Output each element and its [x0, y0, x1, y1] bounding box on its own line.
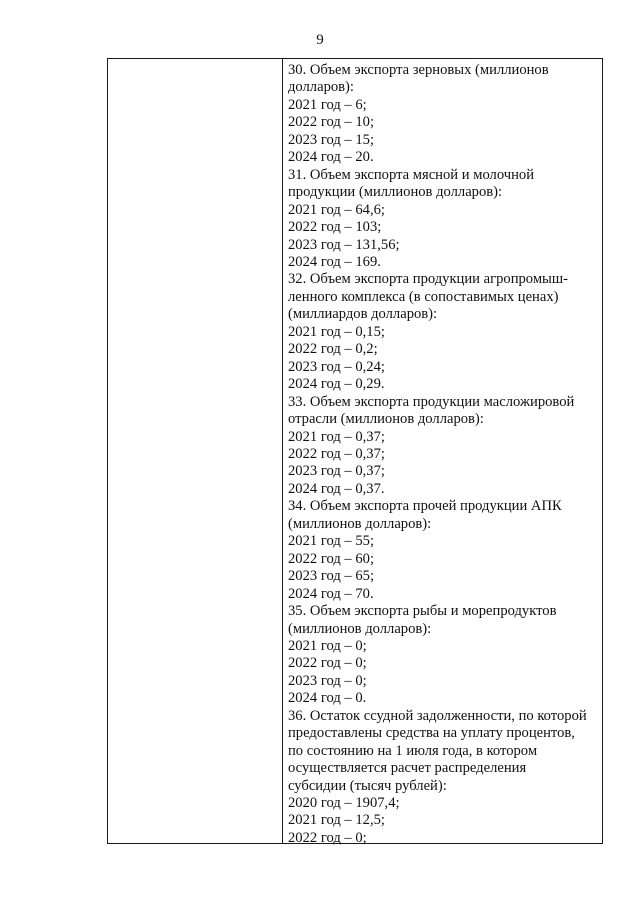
- text-line: 2022 год – 103;: [288, 219, 382, 236]
- text-line: 2023 год – 131,56;: [288, 236, 400, 253]
- text-line: ленного комплекса (в сопоставимых ценах): [288, 288, 559, 305]
- text-line: 35. Объем экспорта рыбы и морепродуктов: [288, 603, 557, 620]
- text-line: 2021 год – 0,15;: [288, 323, 385, 340]
- text-line: предоставлены средства на уплату процентов,: [288, 725, 575, 742]
- text-line: 2022 год – 10;: [288, 114, 375, 131]
- text-line: 2020 год – 1907,4;: [288, 795, 400, 812]
- text-line: 2024 год – 0.: [288, 690, 367, 707]
- table-left-column: [108, 59, 283, 843]
- text-line: (миллиардов долларов):: [288, 306, 438, 323]
- text-line: (миллионов долларов):: [288, 515, 432, 532]
- text-line: 33. Объем экспорта продукции масложировой: [288, 393, 575, 410]
- text-line: 32. Объем экспорта продукции агропромыш-: [288, 271, 568, 288]
- text-line: 2022 год – 0;: [288, 655, 367, 672]
- text-line: по состоянию на 1 июля года, в котором: [288, 742, 538, 759]
- table-right-column: [288, 62, 600, 847]
- text-line: осуществляется расчет распределения: [288, 760, 527, 777]
- text-line: 2023 год – 15;: [288, 131, 375, 148]
- text-line: 2021 год – 12,5;: [288, 812, 385, 829]
- text-line: отрасли (миллионов долларов):: [288, 411, 484, 428]
- text-line: 2024 год – 169.: [288, 253, 381, 270]
- text-line: 2023 год – 0,37;: [288, 463, 385, 480]
- text-line: 2024 год – 70.: [288, 585, 374, 602]
- document-table: [107, 58, 603, 844]
- page-number: 9: [316, 32, 324, 48]
- text-line: 2024 год – 0,29.: [288, 376, 385, 393]
- text-line: 2024 год – 20.: [288, 149, 374, 166]
- text-line: 36. Остаток ссудной задолженности, по которой: [288, 707, 587, 724]
- text-line: 2023 год – 65;: [288, 568, 375, 585]
- text-line: 2021 год – 55;: [288, 533, 375, 550]
- text-line: 2021 год – 6;: [288, 96, 367, 113]
- text-line: 2023 год – 0,24;: [288, 358, 385, 375]
- text-line: 2022 год – 60;: [288, 550, 375, 567]
- text-line: 2022 год – 0,2;: [288, 341, 378, 358]
- text-line: продукции (миллионов долларов):: [288, 184, 503, 201]
- text-line: 34. Объем экспорта прочей продукции АПК: [288, 498, 562, 515]
- text-line: 2022 год – 0;: [288, 829, 367, 846]
- text-line: 31. Объем экспорта мясной и молочной: [288, 166, 535, 183]
- text-line: долларов):: [288, 79, 354, 96]
- text-line: 2021 год – 0;: [288, 637, 367, 654]
- text-line: 2022 год – 0,37;: [288, 445, 385, 462]
- text-line: субсидии (тысяч рублей):: [288, 777, 447, 794]
- text-line: 2021 год – 64,6;: [288, 201, 385, 218]
- text-line: 30. Объем экспорта зерновых (миллионов: [288, 62, 549, 78]
- text-line: 2021 год – 0,37;: [288, 428, 385, 445]
- text-line: 2024 год – 0,37.: [288, 480, 385, 497]
- text-line: 2023 год – 0;: [288, 672, 367, 689]
- text-line: (миллионов долларов):: [288, 620, 432, 637]
